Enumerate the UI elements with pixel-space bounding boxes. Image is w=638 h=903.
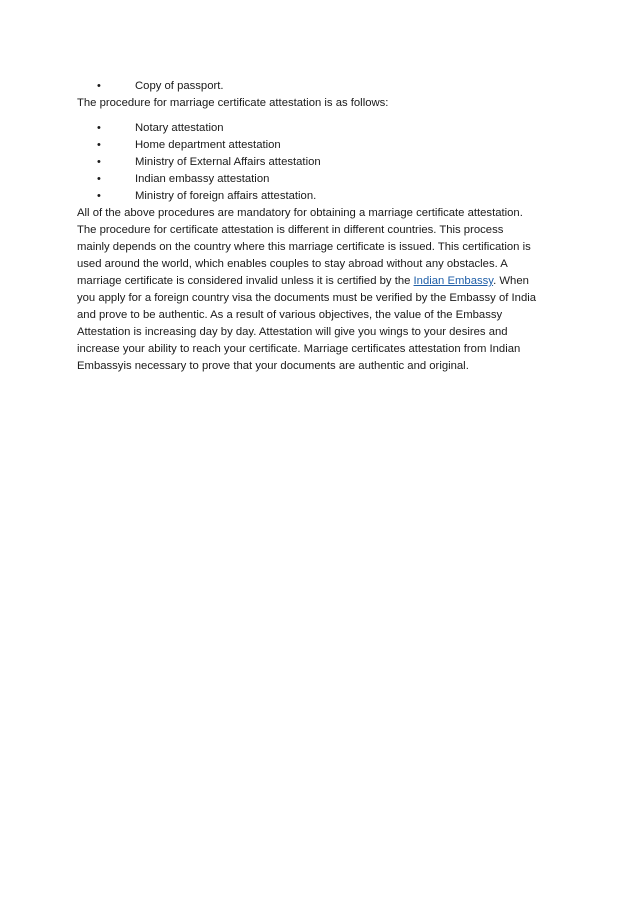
list-item (77, 78, 567, 95)
paragraph-line: The procedure for certificate attestation is different in different countries. This process (77, 224, 504, 236)
list-item (77, 137, 567, 154)
list-item-text: Notary attestation (135, 122, 224, 134)
paragraph-line: Embassyis necessary to prove that your documents are authentic and original. (77, 360, 469, 372)
procedure-steps-list (77, 120, 567, 205)
list-item (77, 120, 567, 137)
indian-embassy-link[interactable]: Indian Embassy (413, 275, 494, 287)
list-item-text: Ministry of foreign affairs attestation. (135, 190, 317, 202)
paragraph-line: increase your ability to reach your certificate. Marriage certificates attestation from Indian (77, 343, 521, 355)
paragraph-line: you apply for a foreign country visa the documents must be verified by the Embassy of India (77, 292, 537, 304)
list-item-text: Ministry of External Affairs attestation (135, 156, 321, 168)
list-item (77, 154, 567, 171)
bullet-icon: • (97, 173, 101, 185)
procedure-intro: The procedure for marriage certificate attestation is as follows: (77, 97, 389, 109)
list-item-text: Copy of passport. (135, 80, 224, 92)
bullet-icon: • (97, 139, 101, 151)
list-item-text: Indian embassy attestation (135, 173, 270, 185)
paragraph-line: and prove to be authentic. As a result of various objectives, the value of the Embassy (77, 309, 503, 321)
list-item-text: Home department attestation (135, 139, 281, 151)
document-body (77, 78, 567, 375)
bullet-icon: • (97, 80, 101, 92)
paragraph-line-with-link (77, 273, 567, 290)
body-paragraph (77, 205, 567, 375)
bullet-icon: • (97, 190, 101, 202)
paragraph-text: . When (493, 275, 529, 287)
paragraph-line: mainly depends on the country where this marriage certificate is issued. This certification is (77, 241, 531, 253)
passport-list (77, 78, 567, 95)
bullet-icon: • (97, 156, 101, 168)
bullet-icon: • (97, 122, 101, 134)
paragraph-text: marriage certificate is considered invalid unless it is certified by the (77, 275, 414, 287)
list-item (77, 171, 567, 188)
paragraph-line: used around the world, which enables couples to stay abroad without any obstacles. A (77, 258, 508, 270)
paragraph-line: Attestation is increasing day by day. Attestation will give you wings to your desires and (77, 326, 508, 338)
paragraph-line: All of the above procedures are mandatory for obtaining a marriage certificate attestation. (77, 207, 523, 219)
list-item (77, 188, 567, 205)
